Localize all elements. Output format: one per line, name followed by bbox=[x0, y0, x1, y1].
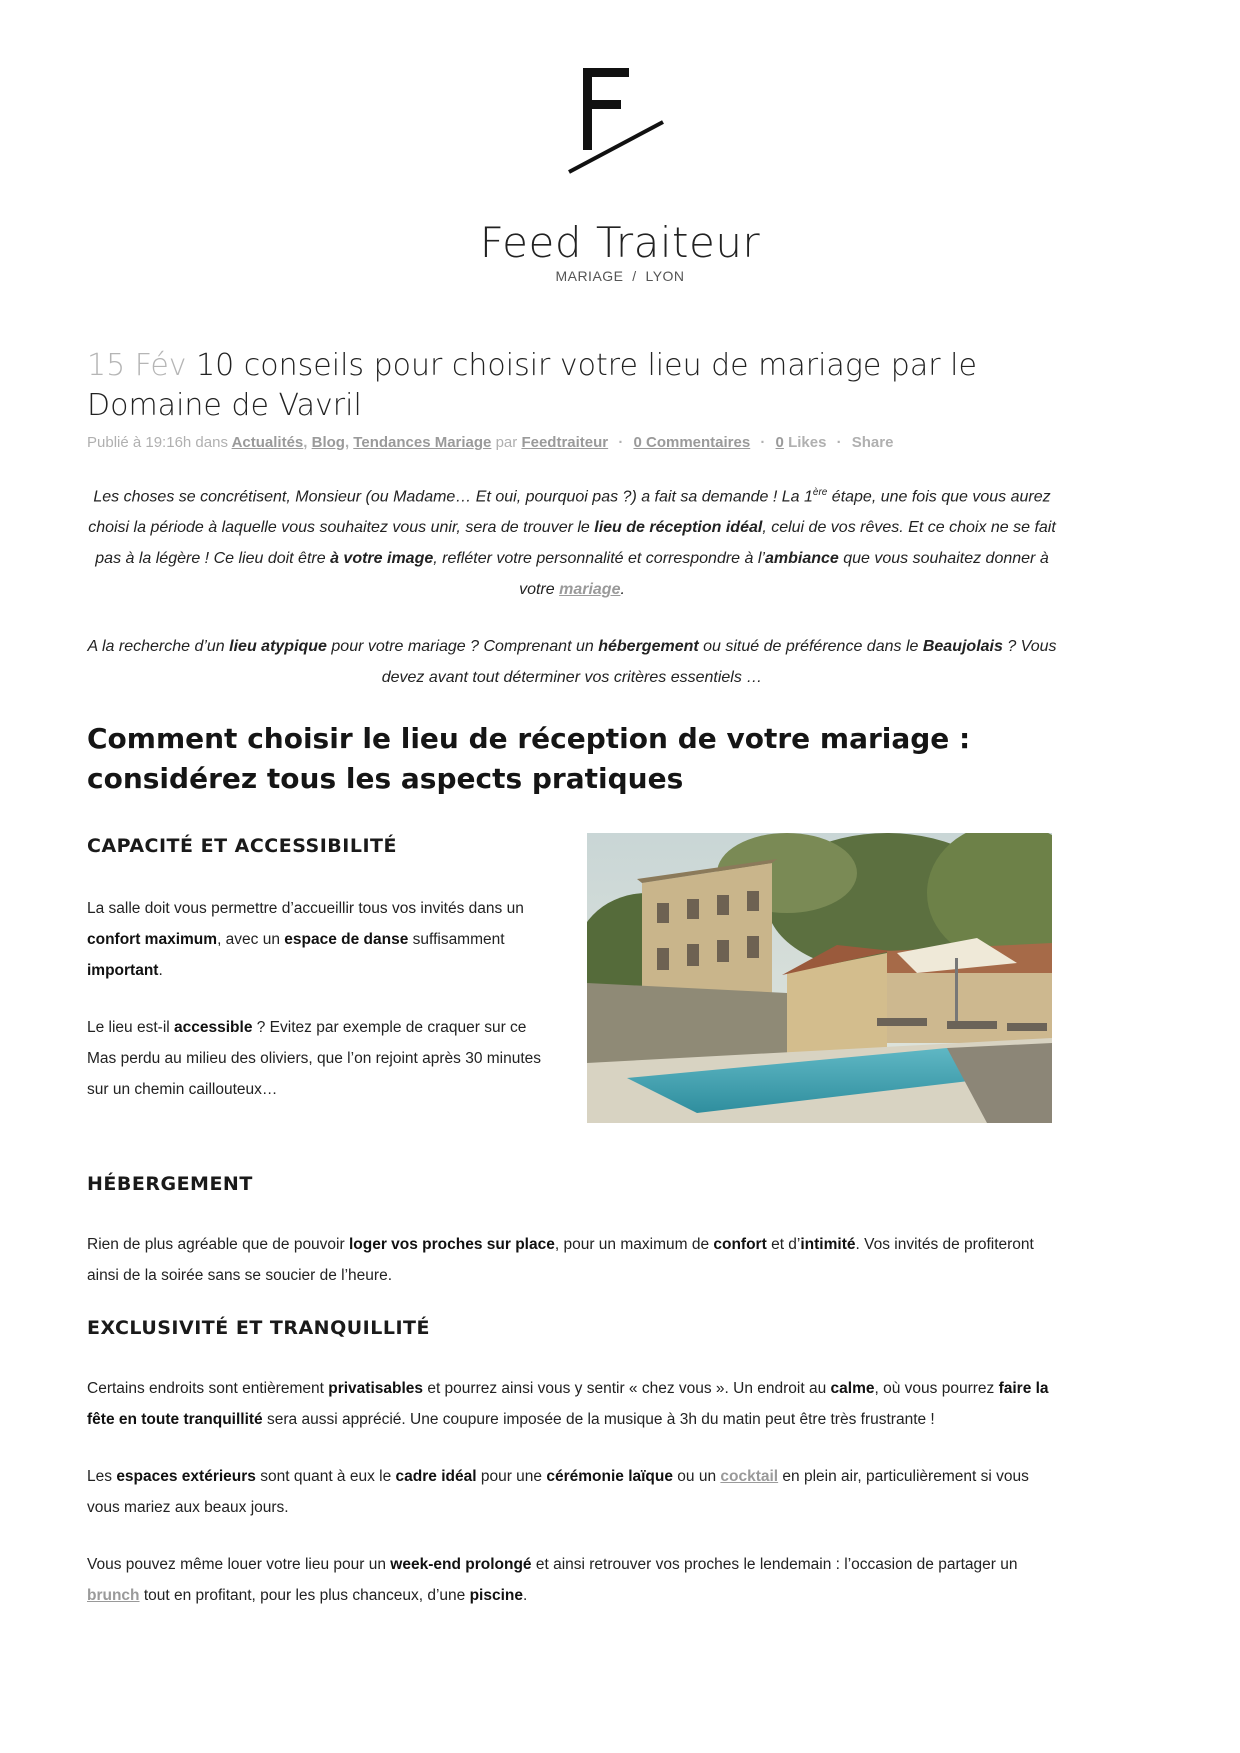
text: ou un bbox=[672, 1468, 721, 1486]
text: Rien de plus agréable que de pouvoir bbox=[87, 1236, 349, 1254]
text: et d’ bbox=[766, 1236, 801, 1254]
venue-photo-drawing bbox=[587, 833, 1052, 1123]
emphasis: espace de danse bbox=[284, 931, 409, 949]
likes-count-link[interactable]: 0 bbox=[775, 434, 784, 451]
text: Les bbox=[87, 1468, 117, 1486]
text: pour une bbox=[476, 1468, 547, 1486]
intro-paragraph-2 bbox=[87, 631, 1057, 693]
capacite-paragraph-1 bbox=[87, 893, 557, 986]
emphasis: important bbox=[87, 962, 159, 980]
text: Les choses se concrétisent, Monsieur (ou Madame… Et oui, pourquoi pas ?) a fait sa demande ! La 1 bbox=[93, 488, 813, 506]
text: étape, une fois que vous aurez choisi la période à laquelle vous souhaitez vous unir, sera de trouver le bbox=[88, 488, 1051, 537]
exclusivite-heading: EXCLUSIVITÉ ET TRANQUILLITÉ bbox=[87, 1317, 430, 1340]
brand-name: Feed Traiteur bbox=[479, 218, 761, 267]
superscript: ère bbox=[812, 487, 828, 498]
brand-subtitle: MARIAGE / LYON bbox=[555, 268, 685, 284]
hebergement-heading: HÉBERGEMENT bbox=[87, 1173, 253, 1196]
cocktail-link[interactable]: cocktail bbox=[720, 1468, 779, 1486]
emphasis: ambiance bbox=[764, 550, 839, 568]
category-link-blog[interactable]: Blog bbox=[311, 434, 345, 451]
text: ? Evitez par exemple de craquer sur ce Mas perdu au milieu des oliviers, que l’on rejoint après 30 minutes sur un chemin caillouteux… bbox=[87, 1019, 542, 1099]
author-link[interactable]: Feedtraiteur bbox=[521, 434, 609, 451]
emphasis: confort maximum bbox=[87, 931, 218, 949]
capacite-body bbox=[87, 893, 557, 1105]
text: , avec un bbox=[217, 931, 285, 949]
text: Le lieu est-il bbox=[87, 1019, 175, 1037]
post-date: 15 Fév bbox=[87, 348, 187, 383]
emphasis: calme bbox=[830, 1380, 875, 1398]
meta-by: par bbox=[495, 434, 518, 451]
section-heading: Comment choisir le lieu de réception de votre mariage : considérez tous les aspects pratiques bbox=[87, 722, 971, 796]
emphasis: Beaujolais bbox=[922, 638, 1003, 656]
capacite-section bbox=[87, 833, 1057, 1133]
text: , refléter votre personnalité et correspondre à l’ bbox=[433, 550, 765, 568]
text: , où vous pourrez bbox=[874, 1380, 999, 1398]
feed-f-logo-icon bbox=[565, 60, 675, 180]
text: sont quant à eux le bbox=[255, 1468, 396, 1486]
text: suffisamment bbox=[408, 931, 505, 949]
emphasis: faire la fête en toute tranquillité bbox=[87, 1380, 1049, 1429]
meta-published: Publié à 19:16h dans bbox=[87, 434, 228, 451]
text: A la recherche d’un bbox=[87, 638, 230, 656]
emphasis: confort bbox=[713, 1236, 767, 1254]
emphasis: cadre idéal bbox=[395, 1468, 477, 1486]
category-link-tendances[interactable]: Tendances Mariage bbox=[353, 434, 492, 451]
mariage-link[interactable]: mariage bbox=[559, 581, 621, 599]
exclusivite-paragraph-3 bbox=[87, 1549, 1057, 1611]
text: Vous pouvez même louer votre lieu pour un bbox=[87, 1556, 391, 1574]
hebergement-paragraph-1 bbox=[87, 1229, 1057, 1291]
capacite-paragraph-2 bbox=[87, 1012, 557, 1105]
exclusivite-section bbox=[87, 1317, 1057, 1611]
text: La salle doit vous permettre d’accueillir tous vos invités dans un bbox=[87, 900, 524, 918]
text: ou situé de préférence dans le bbox=[698, 638, 923, 656]
comments-link[interactable]: 0 Commentaires bbox=[633, 434, 751, 451]
meta-separator: · bbox=[760, 434, 766, 451]
emphasis: hébergement bbox=[598, 638, 699, 656]
emphasis: espaces extérieurs bbox=[116, 1468, 256, 1486]
exclusivite-body bbox=[87, 1373, 1057, 1611]
text: que vous souhaitez donner à votre bbox=[519, 550, 1049, 599]
exclusivite-paragraph-1 bbox=[87, 1373, 1057, 1435]
hebergement-body bbox=[87, 1229, 1057, 1291]
text: , pour un maximum de bbox=[554, 1236, 714, 1254]
capacite-text bbox=[87, 833, 557, 1131]
post-title bbox=[87, 346, 1057, 426]
emphasis: à votre image bbox=[330, 550, 434, 568]
text: , celui de vos rêves. Et ce choix ne se fait pas à la légère ! Ce lieu doit être bbox=[95, 519, 1056, 568]
emphasis: lieu de réception idéal bbox=[594, 519, 763, 537]
emphasis: week-end prolongé bbox=[390, 1556, 532, 1574]
post-meta: Publié à 19:16h dans Actualités, Blog, Tendances Mariage par Feedtraiteur · 0 Commentaires · 0 Likes · Share bbox=[87, 434, 894, 451]
capacite-heading: CAPACITÉ ET ACCESSIBILITÉ bbox=[87, 835, 397, 858]
intro-paragraph-1 bbox=[87, 477, 1057, 605]
emphasis: loger vos proches sur place bbox=[348, 1236, 555, 1254]
emphasis: lieu atypique bbox=[229, 638, 327, 656]
article bbox=[87, 346, 1057, 1637]
text: sera aussi apprécié. Une coupure imposée de la musique à 3h du matin peut être très frustrante ! bbox=[262, 1411, 935, 1429]
text: tout en profitant, pour les plus chanceux, d’une bbox=[139, 1587, 470, 1605]
text: et pourrez ainsi vous y sentir « chez vous ». Un endroit au bbox=[423, 1380, 831, 1398]
text: en plein air, particulièrement si vous vous mariez aux beaux jours. bbox=[87, 1468, 1029, 1517]
emphasis: piscine bbox=[469, 1587, 523, 1605]
text: . Vos invités de profiteront ainsi de la soirée sans se soucier de l’heure. bbox=[87, 1236, 1034, 1285]
emphasis: cérémonie laïque bbox=[546, 1468, 673, 1486]
intro bbox=[87, 477, 1057, 693]
share-button[interactable]: Share bbox=[851, 434, 894, 451]
brunch-link[interactable]: brunch bbox=[87, 1587, 140, 1605]
emphasis: accessible bbox=[174, 1019, 253, 1037]
site-logo[interactable] bbox=[0, 60, 1240, 284]
text: pour votre mariage ? Comprenant un bbox=[326, 638, 599, 656]
text: Certains endroits sont entièrement bbox=[87, 1380, 329, 1398]
hebergement-section bbox=[87, 1173, 1057, 1291]
category-link-actualites[interactable]: Actualités bbox=[231, 434, 304, 451]
emphasis: intimité bbox=[800, 1236, 856, 1254]
text: . bbox=[620, 581, 625, 599]
venue-pool-photo bbox=[587, 833, 1052, 1123]
emphasis: privatisables bbox=[328, 1380, 424, 1398]
likes-label[interactable]: Likes bbox=[788, 434, 827, 451]
exclusivite-paragraph-2 bbox=[87, 1461, 1057, 1523]
meta-separator: · bbox=[618, 434, 624, 451]
text: . bbox=[158, 962, 163, 980]
text: . bbox=[522, 1587, 528, 1605]
post-title-text: 10 conseils pour choisir votre lieu de mariage par le Domaine de Vavril bbox=[87, 348, 977, 423]
meta-separator: · bbox=[836, 434, 842, 451]
text: et ainsi retrouver vos proches le lendemain : l’occasion de partager un bbox=[531, 1556, 1018, 1574]
text: ? Vous devez avant tout déterminer vos critères essentiels … bbox=[381, 638, 1057, 687]
